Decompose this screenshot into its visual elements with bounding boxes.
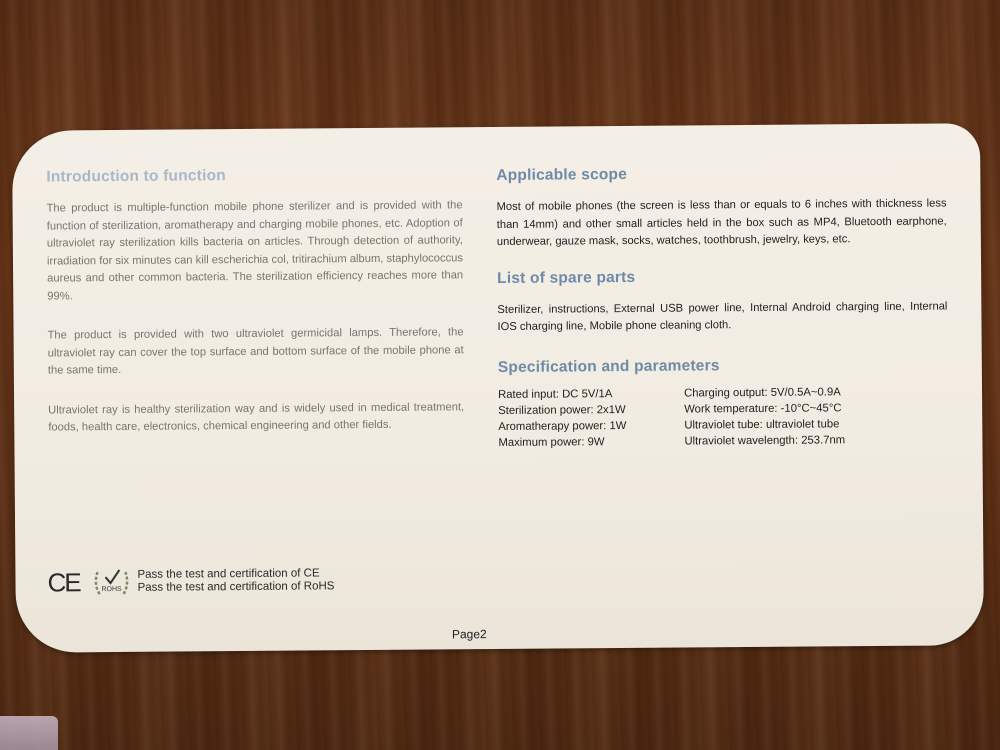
intro-heading: Introduction to function	[46, 167, 226, 186]
spec-charging-output: Charging output: 5V/0.5A~0.9A	[683, 385, 841, 400]
spec-column-1	[498, 385, 684, 450]
rohs-text: ROHS	[101, 585, 122, 594]
spec-table	[498, 383, 948, 451]
certification-block	[47, 562, 334, 600]
fabric-corner	[0, 716, 58, 750]
spec-ultraviolet-tube: Ultraviolet tube: ultraviolet tube	[684, 417, 840, 432]
spec-heading: Specification and parameters	[497, 356, 720, 376]
spec-ultraviolet-wavelength: Ultraviolet wavelength: 253.7nm	[684, 433, 846, 448]
ce-mark: CE	[47, 566, 80, 598]
spec-maximum-power: Maximum power: 9W	[498, 435, 605, 449]
spec-column-2	[684, 383, 944, 449]
parts-text: Sterilizer, instructions, External USB power line, Internal Android charging line, Internal IOS charging line, Mobile phone cleaning cloth.	[497, 299, 948, 334]
right-column	[496, 163, 948, 450]
parts-heading: List of spare parts	[497, 268, 636, 287]
intro-paragraph-3: Ultraviolet ray is healthy sterilization way and is widely used in medical treatment, foods, health care, electronics, chemical engineering and other fields.	[48, 400, 465, 434]
spec-aromatherapy-power: Aromatherapy power: 1W	[498, 419, 627, 433]
scope-text: Most of mobile phones (the screen is less than or equals to 6 inches with thickness less than 14mm) and other small articles held in the box such as MP4, Bluetooth earphone, underwear, gauze mask, socks, watches, toothbrush, jewelry, keys, etc.	[496, 197, 947, 249]
spec-sterilization-power: Sterilization power: 2x1W	[498, 403, 626, 417]
spec-rated-input: Rated input: DC 5V/1A	[498, 387, 613, 401]
spec-work-temperature: Work temperature: -10°C~45°C	[684, 401, 842, 416]
rohs-certification-line: Pass the test and certification of RoHS	[137, 580, 335, 594]
ce-certification-line: Pass the test and certification of CE	[137, 567, 320, 581]
rohs-logo-icon	[91, 564, 131, 600]
scope-heading: Applicable scope	[496, 165, 628, 185]
intro-paragraph-1: The product is multiple-function mobile phone sterilizer and is provided with the function of sterilization, aromatherapy and charging mobile phones, etc. Adoption of ultraviolet ray sterilization kills bacteria on articles. Through detection of authority, irradiation for six minutes can kill escherichia col, tritirachium album, staphylococcus aureus and other common bacteria. The sterilization efficiency reaches more than 99%.	[46, 199, 464, 303]
left-column	[46, 165, 464, 459]
page-number: Page2	[451, 627, 487, 642]
certification-text	[137, 567, 334, 595]
instruction-card	[12, 123, 984, 653]
intro-paragraph-2: The product is provided with two ultraviolet germicidal lamps. Therefore, the ultraviolet ray can cover the top surface and bottom surface of the mobile phone at the same time.	[47, 326, 464, 377]
